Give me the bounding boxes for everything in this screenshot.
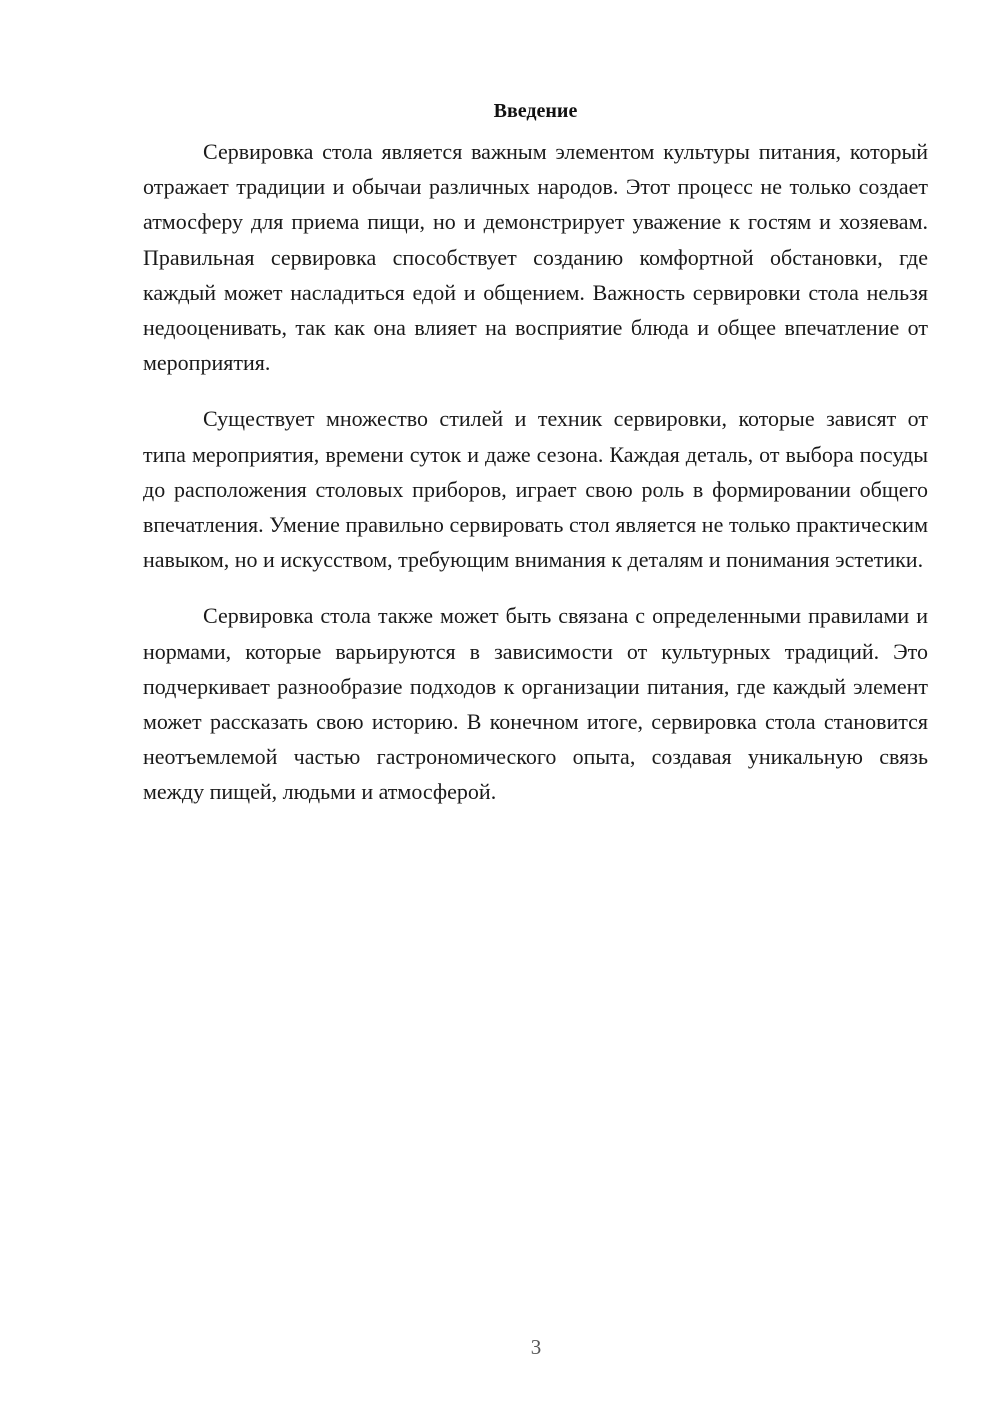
page-number: 3 (530, 1335, 542, 1359)
paragraph-1: Сервировка стола является важным элементом культуры питания, который отражает традиции и обычаи различных народов. Этот процесс не только создает атмосферу для приема пищи, но и демонстрирует уважение к гостям и хозяевам. Правильная сервировка способствует созданию комфортной обстановки, где каждый может насладиться едой и общением. Важность сервировки стола нельзя недооценивать, так как она влияет на восприятие блюда и общее впечатление от мероприятия. (143, 139, 928, 376)
paragraph-2: Существует множество стилей и техник сервировки, которые зависят от типа мероприятия, времени суток и даже сезона. Каждая деталь, от выбора посуды до расположения столовых приборов, играет свою роль в формировании общего впечатления. Умение правильно сервировать стол является не только практическим навыком, но и искусством, требующим внимания к деталям и понимания эстетики. (143, 406, 928, 573)
section-heading: Введение (493, 100, 578, 122)
paragraph-3: Сервировка стола также может быть связана с определенными правилами и нормами, которые варьируются в зависимости от культурных традиций. Это подчеркивает разнообразие подходов к организации питания, где каждый элемент может рассказать свою историю. В конечном итоге, сервировка стола становится неотъемлемой частью гастрономического опыта, создавая уникальную связь между пищей, людьми и атмосферой. (143, 603, 928, 805)
page-content (143, 96, 928, 831)
